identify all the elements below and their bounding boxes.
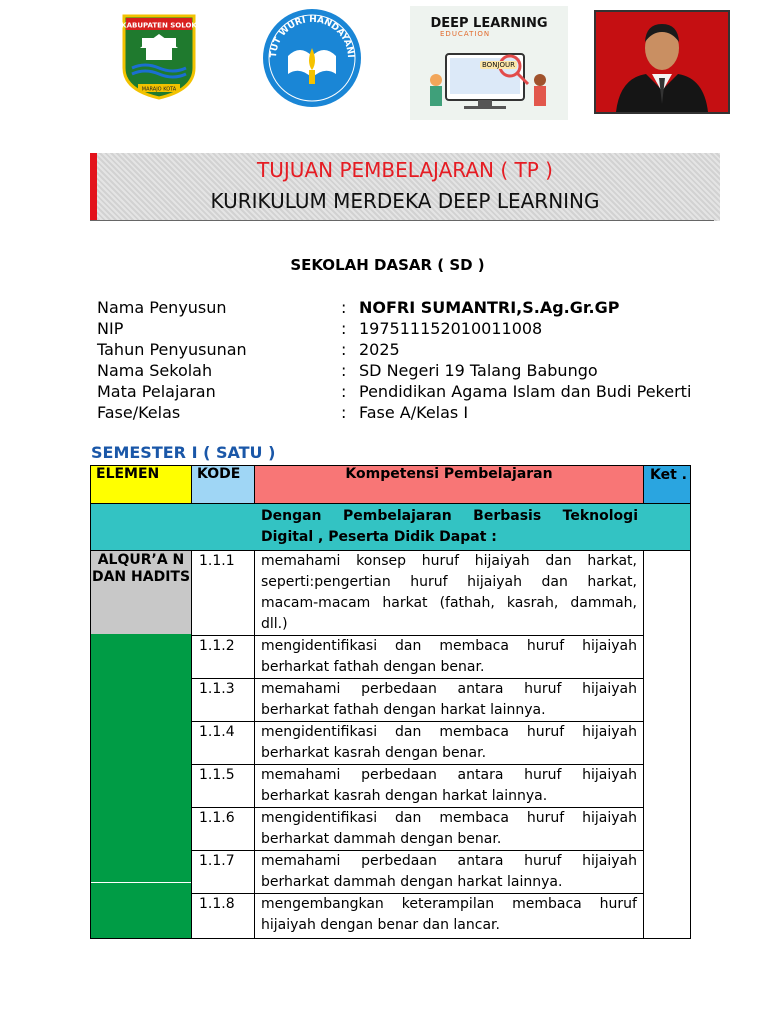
info-colon: : (341, 298, 347, 317)
info-colon: : (341, 382, 347, 401)
kompetensi-cell: mengembangkan keterampilan membaca huruf hijaiyah dengan benar dan lancar. (255, 894, 644, 939)
info-colon: : (341, 319, 347, 338)
kode-cell: 1.1.7 (192, 851, 255, 894)
kode-cell: 1.1.6 (192, 808, 255, 851)
header-kode: KODE (192, 466, 255, 504)
deep-learning-logo (410, 6, 568, 120)
page-subtitle: KURIKULUM MERDEKA DEEP LEARNING (210, 189, 600, 213)
deep-learning-title: DEEP LEARNING (430, 16, 548, 31)
info-value-mapel: Pendidikan Agama Islam dan Budi Pekerti (359, 382, 692, 401)
info-value-penyusun: NOFRI SUMANTRI,S.Ag.Gr.GP (359, 298, 620, 317)
header-elemen: ELEMEN (91, 466, 192, 504)
elemen-name: ALQUR’A N DAN HADITS (91, 551, 191, 634)
kompetensi-cell: memahami perbedaan antara huruf hijaiyah berharkat fathah dengan harkat lainnya. (255, 679, 644, 722)
kode-cell: 1.1.4 (192, 722, 255, 765)
info-value-tahun: 2025 (359, 340, 400, 359)
kabupaten-text: KABUPATEN SOLOK (121, 21, 197, 30)
tut-wuri-handayani-logo (254, 8, 370, 108)
info-label-mapel: Mata Pelajaran (97, 382, 216, 401)
info-colon: : (341, 403, 347, 422)
semester-heading: SEMESTER I ( SATU ) (91, 443, 276, 462)
info-label-penyusun: Nama Penyusun (97, 298, 227, 317)
kabupaten-solok-logo (120, 8, 198, 100)
kode-cell: 1.1.8 (192, 894, 255, 939)
elemen-cell (91, 551, 192, 939)
kode-cell: 1.1.5 (192, 765, 255, 808)
kompetensi-cell: memahami perbedaan antara huruf hijaiyah berharkat dammah dengan harkat lainnya. (255, 851, 644, 894)
info-label-nip: NIP (97, 319, 124, 338)
kompetensi-cell: memahami konsep huruf hijaiyah dan harkat, seperti:pengertian huruf hijaiyah dan harkat, macam-macam harkat (fathah, kasrah, dammah, dll.) (255, 551, 644, 636)
header-ket: Ket . (644, 466, 691, 504)
kompetensi-cell: mengidentifikasi dan membaca huruf hijaiyah berharkat dammah dengan benar. (255, 808, 644, 851)
kode-cell: 1.1.1 (192, 551, 255, 636)
table-row (91, 551, 691, 636)
kode-cell: 1.1.2 (192, 636, 255, 679)
author-photo (594, 10, 730, 114)
page-title: TUJUAN PEMBELAJARAN ( TP ) (257, 158, 553, 182)
info-colon: : (341, 340, 347, 359)
header-kompetensi: Kompetensi Pembelajaran (255, 466, 644, 504)
kompetensi-cell: memahami perbedaan antara huruf hijaiyah berharkat kasrah dengan harkat lainnya. (255, 765, 644, 808)
kode-cell: 1.1.3 (192, 679, 255, 722)
kabupaten-motto: MARAJO KOTA (141, 86, 177, 93)
info-label-sekolah: Nama Sekolah (97, 361, 213, 380)
deep-learning-sub: EDUCATION (440, 30, 491, 38)
deep-learning-label: BONJOUR (482, 61, 515, 69)
info-value-fase: Fase A/Kelas I (359, 403, 469, 422)
info-value-sekolah: SD Negeri 19 Talang Babungo (359, 361, 598, 380)
title-banner-divider (90, 220, 714, 221)
info-colon: : (341, 361, 347, 380)
ket-cell (644, 551, 691, 939)
intro-text: Dengan Pembelajaran Berbasis Teknologi Digital , Peserta Didik Dapat : (255, 504, 644, 550)
info-label-tahun: Tahun Penyusunan (97, 340, 247, 359)
info-value-nip: 197511152010011008 (359, 319, 543, 338)
kompetensi-cell: mengidentifikasi dan membaca huruf hijaiyah berharkat kasrah dengan benar. (255, 722, 644, 765)
elemen-divider (91, 882, 191, 883)
intro-row (91, 504, 691, 551)
tut-wuri-text: TUT WURI HANDAYANI (268, 14, 356, 59)
table-header-row (91, 466, 691, 504)
info-label-fase: Fase/Kelas (97, 403, 181, 422)
school-level-heading: SEKOLAH DASAR ( SD ) (290, 256, 485, 274)
kompetensi-cell: mengidentifikasi dan membaca huruf hijaiyah berharkat fathah dengan benar. (255, 636, 644, 679)
learning-objectives-table (90, 465, 691, 939)
